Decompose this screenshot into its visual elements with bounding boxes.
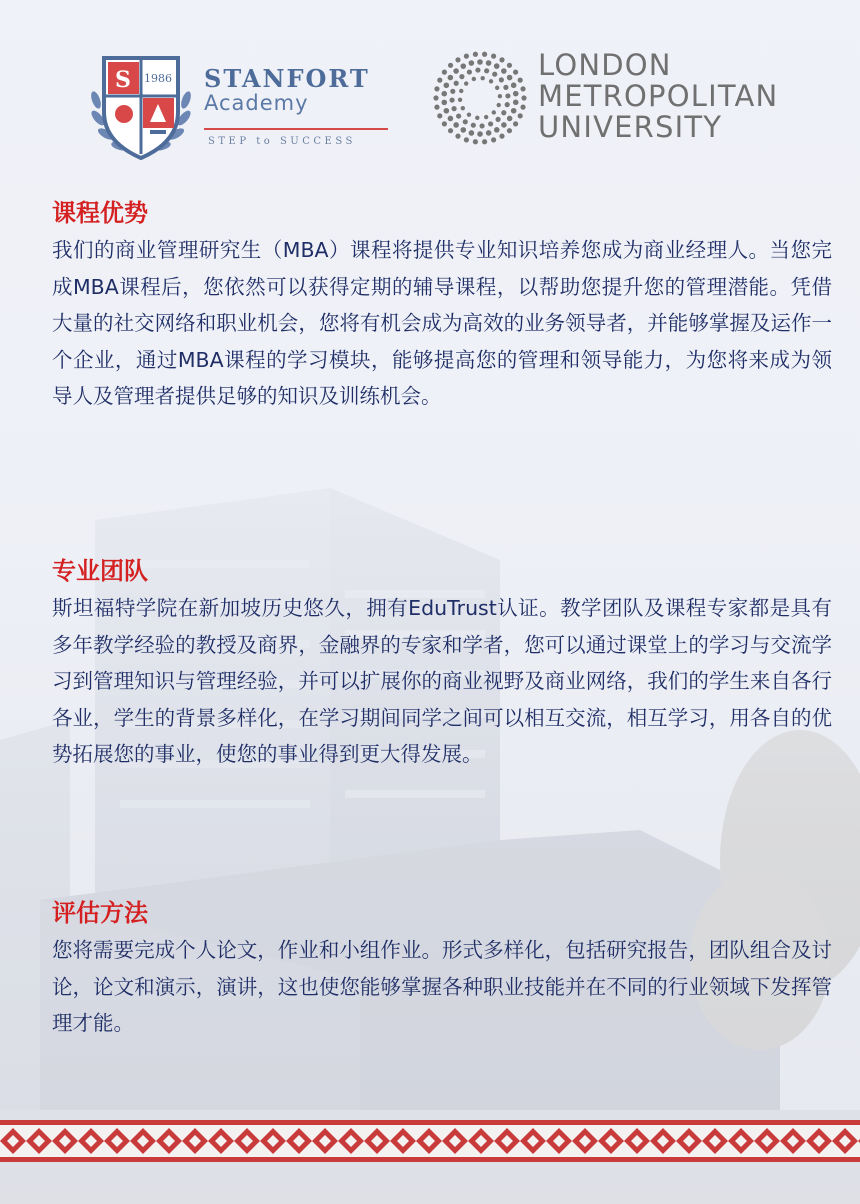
section-professional-team: [52, 552, 832, 773]
lmu-line1: LONDON: [538, 48, 672, 82]
stanfort-sub: Academy: [204, 91, 309, 115]
stanfort-tagline: STEP to SUCCESS: [208, 136, 356, 147]
lmu-line2: METROPOLITAN: [538, 79, 779, 113]
section-title: 评估方法: [52, 899, 148, 927]
header: [0, 0, 860, 170]
svg-text:S: S: [115, 67, 131, 93]
section-title: 专业团队: [52, 557, 148, 585]
stanfort-logo: [86, 50, 396, 170]
section-course-advantages: [52, 194, 832, 415]
lmu-line3: UNIVERSITY: [538, 110, 723, 144]
decorative-diamond-border: [0, 1120, 860, 1162]
stanfort-crest-icon: [86, 50, 196, 165]
lmu-logo: [430, 48, 820, 148]
section-body: 您将需要完成个人论文，作业和小组作业。形式多样化，包括研究报告，团队组合及讨论，论文和演示，演讲，这也使您能够掌握各种职业技能并在不同的行业领域下发挥管理才能。: [52, 938, 832, 1035]
stanfort-rule: [204, 128, 388, 130]
section-title: 课程优势: [52, 199, 148, 227]
section-body: 斯坦福特学院在新加坡历史悠久，拥有EduTrust认证。教学团队及课程专家都是具有多年教学经验的教授及商界，金融界的专家和学者，您可以通过课堂上的学习与交流学习到管理知识与管理经验，并可以扩展你的商业视野及商业网络，我们的学生来自各行各业，学生的背景多样化，在学习期间同学之间可以相互交流，相互学习，用各自的优势拓展您的事业，使您的事业得到更大得发展。: [52, 596, 832, 766]
section-assessment-methods: [52, 894, 832, 1042]
lmu-dots-icon: [430, 48, 530, 148]
svg-text:1986: 1986: [144, 72, 172, 85]
stanfort-name: STANFORT: [204, 64, 370, 93]
section-body: 我们的商业管理研究生（MBA）课程将提供专业知识培养您成为商业经理人。当您完成MBA课程后，您依然可以获得定期的辅导课程，以帮助您提升您的管理潜能。凭借大量的社交网络和职业机会，您将有机会成为高效的业务领导者，并能够掌握及运作一个企业，通过MBA课程的学习模块，能够提高您的管理和领导能力，为您将来成为领导人及管理者提供足够的知识及训练机会。: [52, 238, 832, 408]
